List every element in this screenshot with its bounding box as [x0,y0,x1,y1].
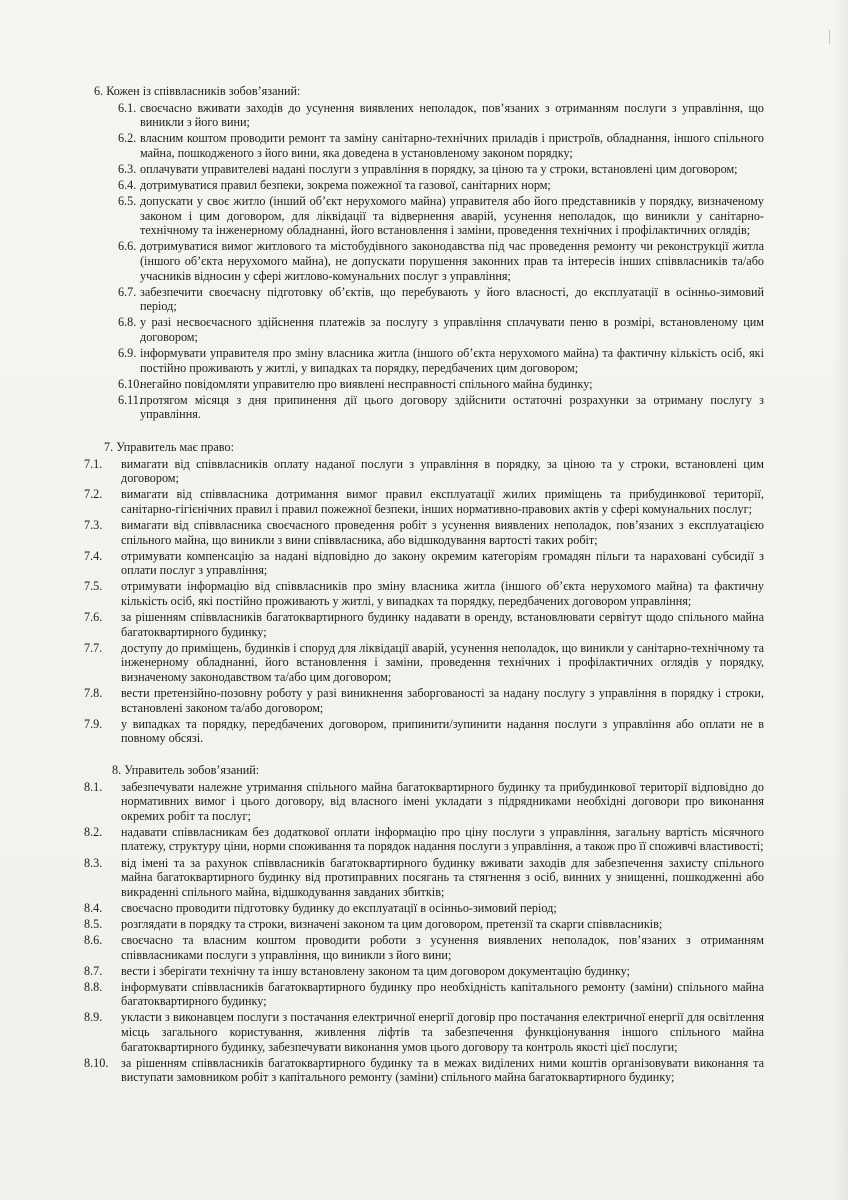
clause-item [84,162,764,177]
clause-text: своєчасно та власним коштом проводити роботи з усунення виявлених неполадок, пов’язаних з отриманням співвласниками послуги з управління, що виникли з його вини; [121,932,764,962]
clause-number: 6.6. [118,239,137,254]
clause-text: забезпечити своєчасну підготовку об’єктів, що перебувають у його власності, до експлуатації в осінньо-зимовий період; [140,284,764,314]
clause-number: 7.5. [84,579,103,594]
clause-item [84,518,764,547]
clause-number: 8.6. [84,932,103,947]
clause-text: доступу до приміщень, будинків і споруд для ліквідації аварій, усунення неполадок, що виникли у санітарно-технічному та інженерному обладнанні, його встановлення і заміни, проведення технічних і профілактичних оглядів у порядку, визначеному законодавством та/або цим договором; [121,640,764,684]
clause-item [84,964,764,979]
clause-number: 6.4. [118,178,137,193]
clause-number: 7.1. [84,456,103,471]
clause-item [84,131,764,160]
clause-item [84,917,764,932]
clause-item [84,377,764,392]
clause-text: допускати у своє житло (інший об’єкт нерухомого майна) управителя або його представників у порядку, визначеному законом і цим договором, для ліквідації та відвернення аварій, усунення неполадок, що виникли у санітарно-технічному та інженерному обладнанні, його встановлення і заміни, проведення технічних і профілактичних оглядів; [140,194,764,238]
clause-list [84,101,764,422]
section-title: 7. Управитель має право: [104,440,234,455]
clause-item [84,285,764,314]
clause-text: вимагати від співвласника своєчасного проведення робіт з усунення виявлених неполадок, пов’язаних з експлуатацією спільного майна, що виникли з вини співвласника, або відшкодування вартості таких робіт; [121,518,764,547]
clause-number: 6.1. [118,100,137,115]
clause-text: вимагати від співвласника дотримання вимог правил експлуатації жилих приміщень та прибудинкової території, санітарно-гігієнічних правил і правил пожежної безпеки, інших нормативно-правових актів у сфері комунальних послуг; [121,487,764,516]
clause-text: інформувати співвласників багатоквартирного будинку про необхідність капітального ремонту (заміни) спільного майна багатоквартирного будинку; [121,979,764,1009]
section-title: 8. Управитель зобов’язаний: [112,762,260,777]
clause-text: дотримуватися вимог житлового та містобудівного законодавства під час проведення ремонту чи реконструкції житла (іншого об’єкта нерухомого майна), не допускати порушення законних прав та інтересів інших співвласників та/або учасників відносин у сфері житлово-комунальних послуг з управління; [140,239,764,283]
clause-text: укласти з виконавцем послуги з постачання електричної енергії договір про постачання електричної енергії для освітлення місць загального користування, живлення ліфтів та забезпечення функціонування іншого спільного майна багатоквартирного будинку, забезпечувати виконання умов цього договору та контроль якості цієї послуги; [121,1010,764,1054]
clause-number: 6.9. [118,346,137,361]
clause-item [84,194,764,238]
clause-number: 8.3. [84,855,103,870]
clause-item [84,686,764,715]
clause-item [84,487,764,516]
clause-item [84,393,764,422]
clause-item [84,579,764,608]
clause-number: 7.6. [84,610,103,625]
page-edge-shadow [834,0,848,1200]
clause-number: 6.7. [118,284,137,299]
corner-mark [829,30,840,44]
section-7-manager-rights [84,440,764,746]
clause-text: своєчасно проводити підготовку будинку до експлуатації в осінньо-зимовий період; [121,900,557,915]
clause-text: своєчасно вживати заходів до усунення виявлених неполадок, пов’язаних з отриманням послуги з управління, що виникли з його вини; [140,100,764,130]
clause-number: 7.3. [84,518,103,533]
clause-item [84,101,764,130]
document-body [84,84,764,1086]
section-8-manager-obligations [84,763,764,1085]
clause-number: 6.2. [118,131,137,146]
section-6-owner-obligations [84,84,764,422]
clause-text: вести претензійно-позовну роботу у разі виникнення заборгованості за надану послугу з управління в порядку і строки, встановлені законом та/або договором; [121,686,764,715]
clause-number: 6.3. [118,161,137,176]
clause-item [84,239,764,283]
clause-text: розглядати в порядку та строки, визначені законом та цим договором, претензії та скарги співвласників; [121,916,663,931]
clause-item [84,1010,764,1054]
clause-text: інформувати управителя про зміну власника житла (іншого об’єкта нерухомого майна) та фактичну кількість осіб, які постійно проживають у житлі, у випадках та порядку, передбачених цим договором; [140,346,764,375]
clause-number: 7.4. [84,548,103,563]
clause-text: у випадках та порядку, передбачених договором, припинити/зупинити надання послуги з управління або оплати не в повному обсязі. [121,716,764,746]
clause-text: оплачувати управителеві надані послуги з управління в порядку, за ціною та у строки, встановлені цим договором; [140,161,738,176]
clause-item [84,178,764,193]
clause-text: негайно повідомляти управителю про виявлені несправності спільного майна будинку; [140,376,593,391]
clause-number: 8.2. [84,824,103,839]
clause-item [84,610,764,639]
clause-text: надавати співвласникам без додаткової оплати інформацію про ціну послуги з управління, загальну вартість місячного платежу, структуру ціни, норми споживання та порядок надання послуги з управління, а також про її споживчі властивості; [121,824,764,854]
clause-item [84,346,764,375]
clause-number: 8.9. [84,1010,103,1025]
clause-text: вести і зберігати технічну та іншу встановлену законом та цим договором документацію будинку; [121,963,630,978]
clause-item [84,825,764,854]
clause-number: 7.9. [84,716,103,731]
clause-item [84,641,764,685]
clause-number: 7.8. [84,686,103,701]
clause-text: за рішенням співвласників багатоквартирного будинку та в межах виділених ними коштів організовувати виконання та виступати замовником робіт з капітального ремонту (заміни) спільного майна багатоквартирного будинку; [121,1055,764,1085]
clause-number: 8.5. [84,916,103,931]
clause-text: отримувати інформацію від співвласників про зміну власника житла (іншого об’єкта нерухомого майна) та фактичну кількість осіб, які постійно проживають у житлі, у випадках та порядку, передбачених договором управління; [121,579,764,608]
clause-item [84,780,764,824]
section-title: 6. Кожен із співвласників зобов’язаний: [94,84,301,98]
clause-list [84,780,764,1085]
clause-number: 6.11. [118,392,142,407]
clause-item [84,315,764,344]
clause-text: вимагати від співвласників оплату наданої послуги з управління в порядку, за ціною та у строки, встановлені цим договором; [121,456,764,486]
clause-number: 6.8. [118,315,137,330]
clause-number: 8.7. [84,963,103,978]
clause-item [84,856,764,900]
clause-list [84,457,764,746]
clause-item [84,717,764,746]
clause-number: 7.7. [84,640,103,655]
clause-text: отримувати компенсацію за надані відповідно до закону окремим категоріям громадян пільги та нараховані субсидії з оплати послуг з управління; [121,548,764,578]
clause-number: 6.10. [118,376,143,391]
clause-item [84,901,764,916]
clause-text: від імені та за рахунок співвласників багатоквартирного будинку вживати заходів для забезпечення захисту спільного майна багатоквартирного будинку від протиправних посягань та стягнення з осіб, винних у знищенні, пошкодженні або викраденні спільного майна, відшкодування завданих збитків; [121,855,764,899]
clause-text: у разі несвоєчасного здійснення платежів за послугу з управління сплачувати пеню в розмірі, встановленому цим договором; [140,315,764,344]
clause-number: 8.1. [84,779,103,794]
clause-item [84,1056,764,1085]
clause-text: дотримуватися правил безпеки, зокрема пожежної та газової, санітарних норм; [140,178,551,193]
clause-number: 8.10. [84,1055,109,1070]
clause-item [84,457,764,486]
clause-number: 6.5. [118,194,137,209]
clause-text: протягом місяця з дня припинення дії цього договору здійснити остаточні розрахунки за отриману послугу з управління. [140,392,764,422]
clause-number: 7.2. [84,487,103,502]
clause-text: власним коштом проводити ремонт та заміну санітарно-технічних приладів і пристроїв, обладнання, іншого спільного майна, пошкодженого з його вини, яка доведена в установленому законом порядку; [140,131,764,160]
clause-text: забезпечувати належне утримання спільного майна багатоквартирного будинку та прибудинкової території відповідно до нормативних вимог і цього договору, від власного імені укладати з підрядниками необхідні договори про виконання окремих робіт та послуг; [121,779,764,823]
clause-item [84,980,764,1009]
clause-text: за рішенням співвласників багатоквартирного будинку надавати в оренду, встановлювати сервітут щодо спільного майна багатоквартирного будинку; [121,610,764,639]
clause-number: 8.8. [84,979,103,994]
clause-item [84,549,764,578]
clause-number: 8.4. [84,900,103,915]
clause-item [84,933,764,962]
